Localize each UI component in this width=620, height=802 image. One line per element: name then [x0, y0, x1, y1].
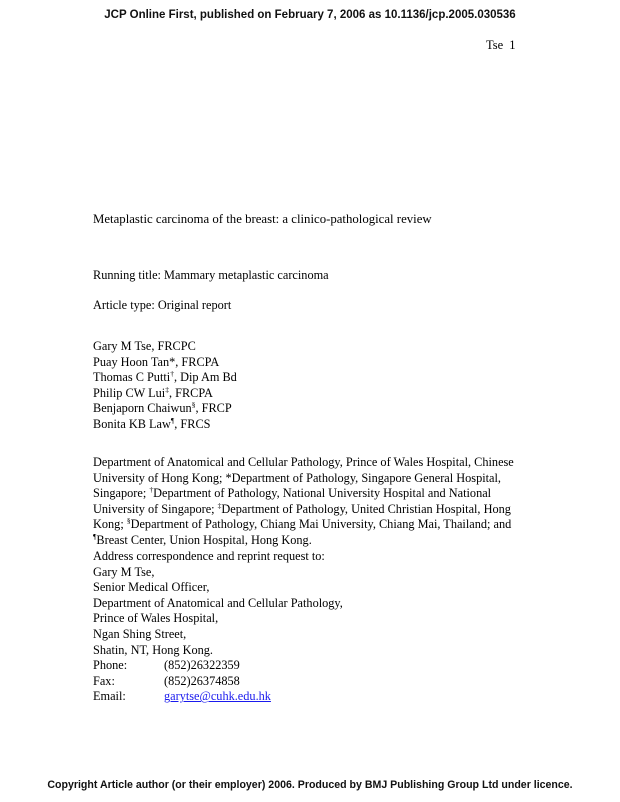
affiliation-line: ¶Breast Center, Union Hospital, Hong Kong.	[93, 531, 312, 547]
affiliation-line: Singapore; †Department of Pathology, National University Hospital and National	[93, 485, 492, 501]
author-line: Benjaporn Chaiwun§, FRCP	[93, 400, 232, 416]
correspondence-line: Department of Anatomical and Cellular Pathology,	[93, 595, 343, 610]
journal-banner: JCP Online First, published on February 7, 2006 as 10.1136/jcp.2005.030536	[104, 9, 516, 21]
author-line: Gary M Tse, FRCPC	[93, 339, 196, 353]
correspondence	[93, 549, 343, 705]
article-type: Article type: Original report	[93, 298, 232, 312]
author-list	[93, 339, 237, 433]
page-header	[480, 38, 515, 53]
phone-number: (852)26322359	[164, 658, 240, 673]
correspondence-line: Gary M Tse,	[93, 564, 155, 579]
affiliation-line: Department of Anatomical and Cellular Pathology, Prince of Wales Hospital, Chinese	[93, 455, 514, 469]
page-number: 1	[509, 38, 516, 52]
page-author: Tse	[486, 38, 504, 52]
correspondence-heading: Address correspondence and reprint request to:	[93, 549, 325, 563]
running-title: Running title: Mammary metaplastic carcinoma	[93, 268, 329, 282]
correspondence-line: Senior Medical Officer,	[93, 580, 210, 595]
author-line: Philip CW Lui‡, FRCPA	[93, 384, 213, 400]
fax-number: (852)26374858	[164, 673, 240, 688]
author-line: Bonita KB Law¶, FRCS	[93, 415, 211, 431]
correspondence-line: Prince of Wales Hospital,	[93, 611, 219, 626]
email-row	[93, 689, 343, 705]
phone-row	[93, 658, 343, 674]
affiliation-line: University of Hong Kong; *Department of Pathology, Singapore General Hospital,	[93, 470, 501, 485]
affiliation-line: University of Singapore; ‡Department of Pathology, United Christian Hospital, Hong	[93, 500, 511, 516]
fax-label: Fax:	[93, 673, 115, 688]
email-link[interactable]: garytse@cuhk.edu.hk	[164, 689, 271, 704]
article-title: Metaplastic carcinoma of the breast: a clinico-pathological review	[93, 212, 432, 226]
copyright-footer: Copyright Article author (or their employer) 2006. Produced by BMJ Publishing Group Ltd under licence.	[47, 779, 573, 791]
affiliation-line: Kong; §Department of Pathology, Chiang Mai University, Chiang Mai, Thailand; and	[93, 516, 512, 532]
author-line: Thomas C Putti†, Dip Am Bd	[93, 369, 237, 385]
correspondence-line: Ngan Shing Street,	[93, 626, 187, 641]
fax-row	[93, 674, 343, 690]
author-line: Puay Hoon Tan*, FRCPA	[93, 354, 220, 369]
affiliations	[93, 455, 514, 549]
phone-label: Phone:	[93, 658, 128, 673]
correspondence-line: Shatin, NT, Hong Kong.	[93, 642, 214, 657]
email-label: Email:	[93, 689, 126, 704]
